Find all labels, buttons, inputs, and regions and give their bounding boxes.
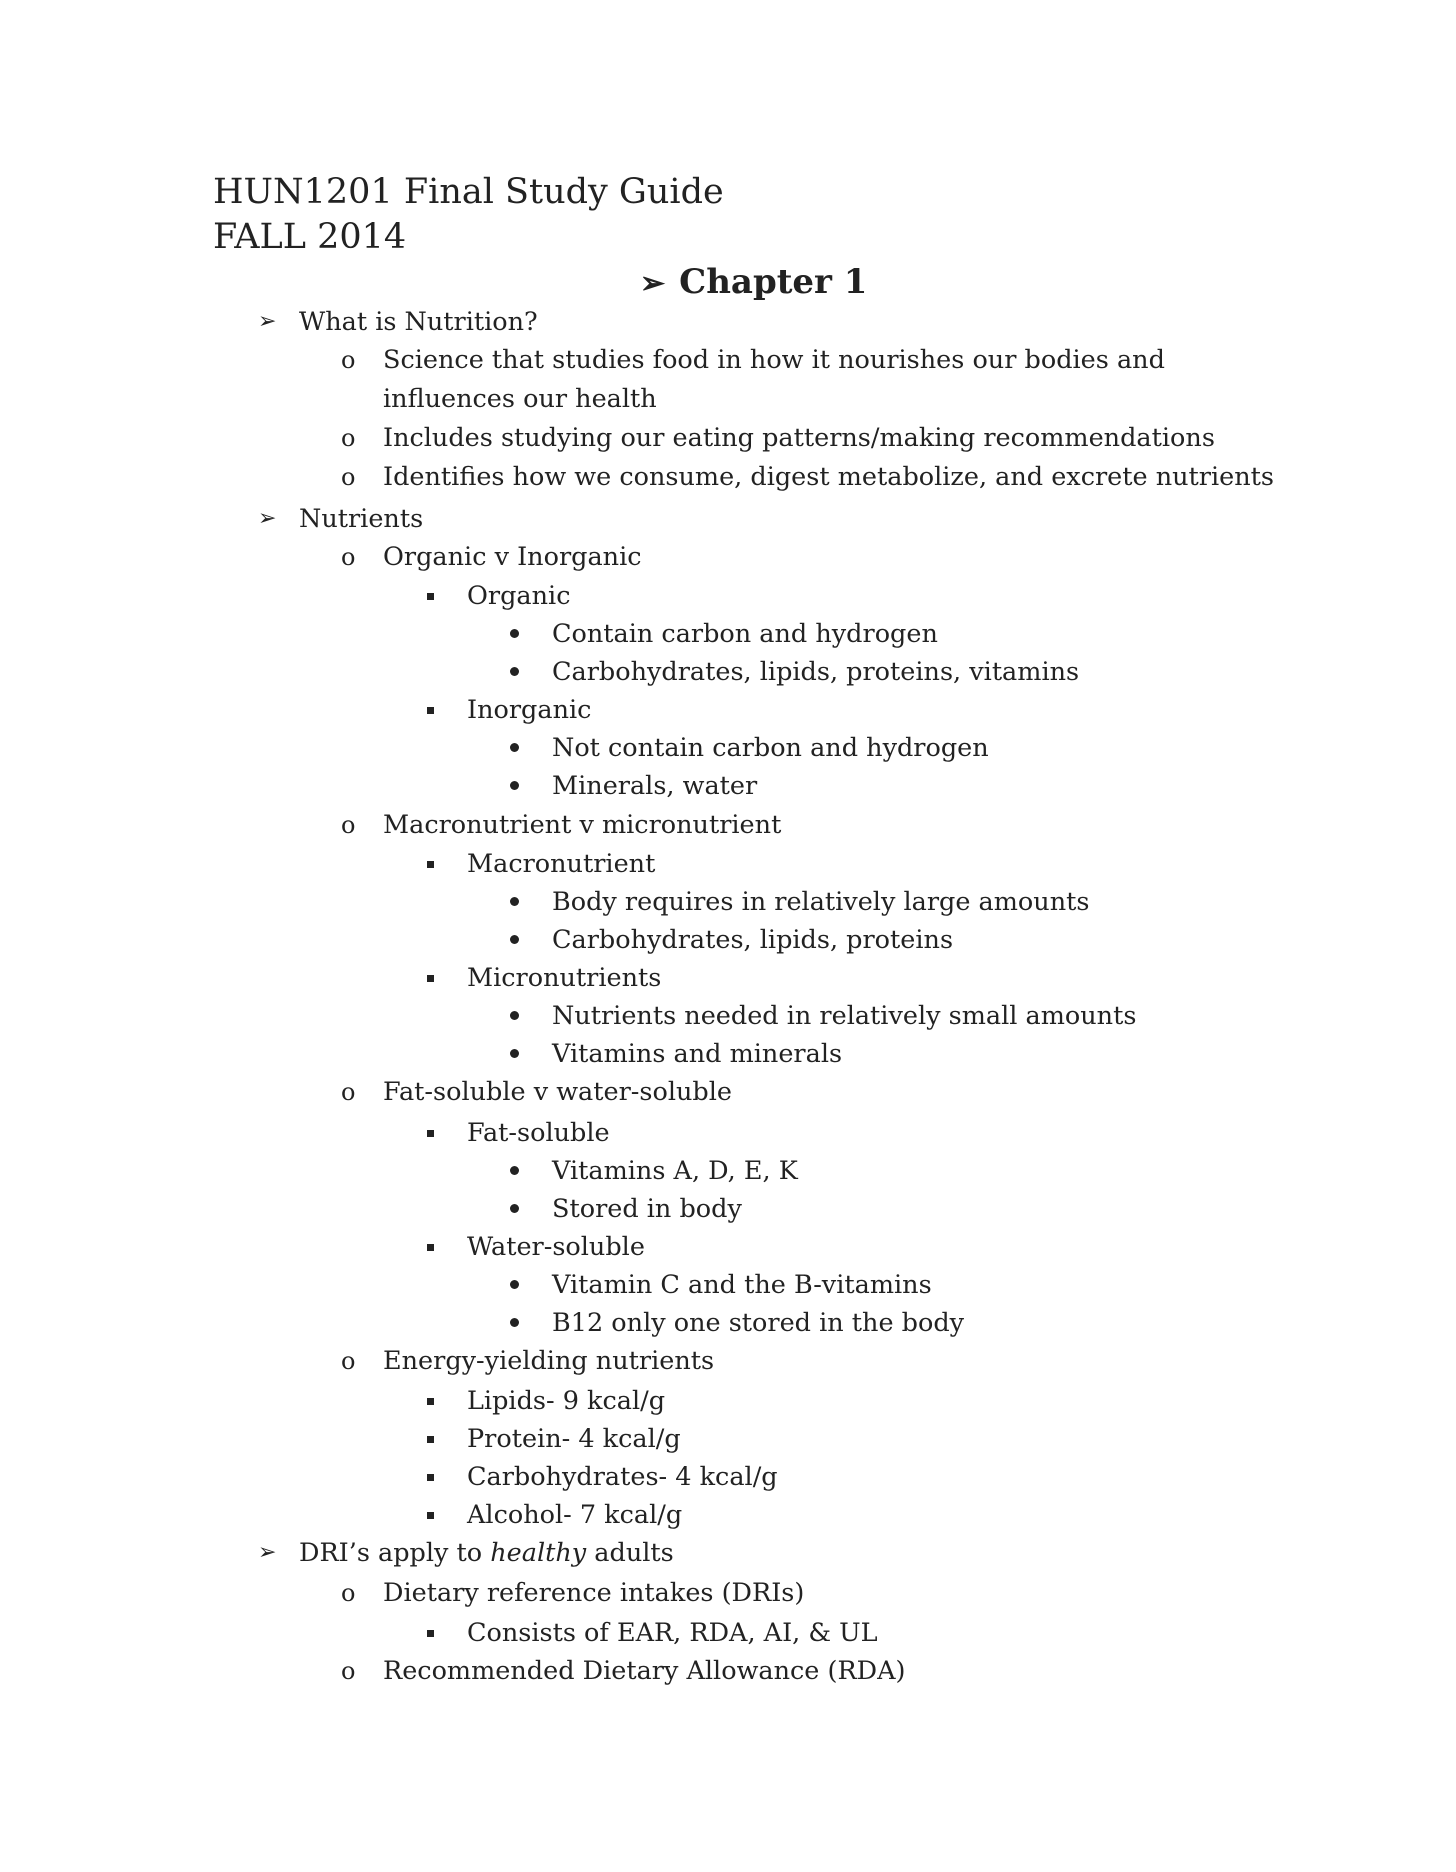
circle-bullet-icon: o xyxy=(341,1347,356,1375)
circle-bullet-icon: o xyxy=(341,346,356,374)
list-item xyxy=(510,1304,964,1342)
dot-bullet-icon xyxy=(510,1280,519,1289)
arrow-bullet-icon: ➢ xyxy=(258,506,277,531)
list-item xyxy=(510,653,1079,691)
arrow-bullet-icon: ➢ xyxy=(258,1540,277,1565)
dot-bullet-icon xyxy=(510,1011,519,1020)
list-item-text: Fat-soluble xyxy=(467,1118,610,1148)
list-item-text: Science that studies food in how it nourishes our bodies and xyxy=(383,345,1165,375)
dri-label-start: DRI’s apply to xyxy=(299,1538,491,1568)
list-item-text: Macronutrient v micronutrient xyxy=(383,810,782,840)
outline-item-dri xyxy=(258,1534,674,1572)
square-bullet-icon xyxy=(427,1244,434,1251)
dot-bullet-icon xyxy=(510,897,519,906)
document-term: FALL 2014 xyxy=(213,217,407,257)
list-item xyxy=(341,1073,732,1111)
list-item-text: Organic v Inorganic xyxy=(383,542,642,572)
list-item xyxy=(425,1382,665,1420)
chapter-title: Chapter 1 xyxy=(679,262,868,302)
outline-item-nutrients xyxy=(258,500,423,538)
square-bullet-icon xyxy=(427,1436,434,1443)
list-item-text: Organic xyxy=(467,581,571,611)
circle-bullet-icon: o xyxy=(341,463,356,491)
list-item xyxy=(341,806,781,844)
list-item-text: Energy-yielding nutrients xyxy=(383,1346,715,1376)
dri-label-end: adults xyxy=(586,1538,674,1568)
list-item xyxy=(510,1035,842,1073)
list-item-continuation xyxy=(383,380,657,418)
circle-bullet-icon: o xyxy=(341,424,356,452)
list-item-text: Includes studying our eating patterns/making recommendations xyxy=(383,423,1215,453)
list-item-text: Contain carbon and hydrogen xyxy=(552,619,938,649)
list-item xyxy=(425,691,591,729)
list-item-text: Minerals, water xyxy=(552,771,758,801)
list-item-text: Identifies how we consume, digest metabolize, and excrete nutrients xyxy=(383,462,1274,492)
circle-bullet-icon: o xyxy=(341,1579,356,1607)
list-item xyxy=(425,1496,682,1534)
list-item-text: Body requires in relatively large amounts xyxy=(552,887,1090,917)
list-item xyxy=(341,538,642,576)
list-item xyxy=(510,921,953,959)
list-item-text: Lipids- 9 kcal/g xyxy=(467,1386,666,1416)
list-item-text: Vitamins and minerals xyxy=(552,1039,843,1069)
square-bullet-icon xyxy=(427,707,434,714)
dot-bullet-icon xyxy=(510,1318,519,1327)
list-item xyxy=(510,615,938,653)
square-bullet-icon xyxy=(427,1130,434,1137)
list-item-text: Carbohydrates- 4 kcal/g xyxy=(467,1462,778,1492)
circle-bullet-icon: o xyxy=(341,543,356,571)
list-item xyxy=(425,959,661,997)
list-item-text: Carbohydrates, lipids, proteins, vitamins xyxy=(552,657,1080,687)
square-bullet-icon xyxy=(427,1474,434,1481)
list-item xyxy=(341,1652,905,1690)
square-bullet-icon xyxy=(427,1512,434,1519)
list-item-text: Alcohol- 7 kcal/g xyxy=(467,1500,683,1530)
dot-bullet-icon xyxy=(510,935,519,944)
list-item xyxy=(510,767,757,805)
square-bullet-icon xyxy=(427,975,434,982)
circle-bullet-icon: o xyxy=(341,1078,356,1106)
list-item-text: Protein- 4 kcal/g xyxy=(467,1424,681,1454)
list-item-text: Consists of EAR, RDA, AI, & UL xyxy=(467,1618,878,1648)
list-item-text: Fat-soluble v water-soluble xyxy=(383,1077,732,1107)
list-item-text: Micronutrients xyxy=(467,963,662,993)
list-item xyxy=(425,1420,681,1458)
list-item xyxy=(341,419,1215,457)
dot-bullet-icon xyxy=(510,743,519,752)
list-item xyxy=(510,997,1136,1035)
list-item xyxy=(510,1152,798,1190)
list-item-text: influences our health xyxy=(383,384,657,414)
circle-bullet-icon: o xyxy=(341,811,356,839)
list-item-text: B12 only one stored in the body xyxy=(552,1308,965,1338)
list-item-text: Inorganic xyxy=(467,695,592,725)
list-item xyxy=(425,1614,878,1652)
square-bullet-icon xyxy=(427,1398,434,1405)
list-item xyxy=(510,1190,742,1228)
chapter-heading xyxy=(640,260,867,306)
list-item-text: Carbohydrates, lipids, proteins xyxy=(552,925,954,955)
list-item xyxy=(510,1266,932,1304)
arrow-bullet-icon: ➢ xyxy=(258,309,277,334)
circle-bullet-icon: o xyxy=(341,1657,356,1685)
dot-bullet-icon xyxy=(510,781,519,790)
list-item xyxy=(425,845,655,883)
list-item xyxy=(425,1114,610,1152)
dot-bullet-icon xyxy=(510,1166,519,1175)
square-bullet-icon xyxy=(427,1630,434,1637)
dri-label-emphasis: healthy xyxy=(490,1538,587,1568)
list-item xyxy=(510,729,989,767)
document-title: HUN1201 Final Study Guide xyxy=(213,172,724,212)
outline-item-label xyxy=(299,1534,674,1572)
list-item xyxy=(341,1574,804,1612)
list-item-text: Vitamin C and the B-vitamins xyxy=(552,1270,932,1300)
list-item-text: Dietary reference intakes (DRIs) xyxy=(383,1578,805,1608)
outline-item-what-is-nutrition xyxy=(258,303,538,341)
list-item-text: Macronutrient xyxy=(467,849,656,879)
square-bullet-icon xyxy=(427,593,434,600)
list-item-text: Not contain carbon and hydrogen xyxy=(552,733,989,763)
outline-item-label: Nutrients xyxy=(299,504,424,534)
square-bullet-icon xyxy=(427,861,434,868)
list-item xyxy=(341,341,1165,379)
dot-bullet-icon xyxy=(510,629,519,638)
arrow-bullet-icon: ➢ xyxy=(640,266,666,301)
list-item-text: Vitamins A, D, E, K xyxy=(552,1156,798,1186)
dot-bullet-icon xyxy=(510,667,519,676)
list-item xyxy=(510,883,1089,921)
list-item xyxy=(341,458,1274,496)
dot-bullet-icon xyxy=(510,1204,519,1213)
list-item-text: Water-soluble xyxy=(467,1232,645,1262)
list-item xyxy=(425,1228,645,1266)
list-item-text: Recommended Dietary Allowance (RDA) xyxy=(383,1656,906,1686)
outline-item-label: What is Nutrition? xyxy=(299,307,538,337)
list-item xyxy=(425,577,570,615)
dot-bullet-icon xyxy=(510,1049,519,1058)
list-item xyxy=(341,1342,714,1380)
list-item-text: Stored in body xyxy=(552,1194,742,1224)
list-item-text: Nutrients needed in relatively small amounts xyxy=(552,1001,1137,1031)
list-item xyxy=(425,1458,778,1496)
